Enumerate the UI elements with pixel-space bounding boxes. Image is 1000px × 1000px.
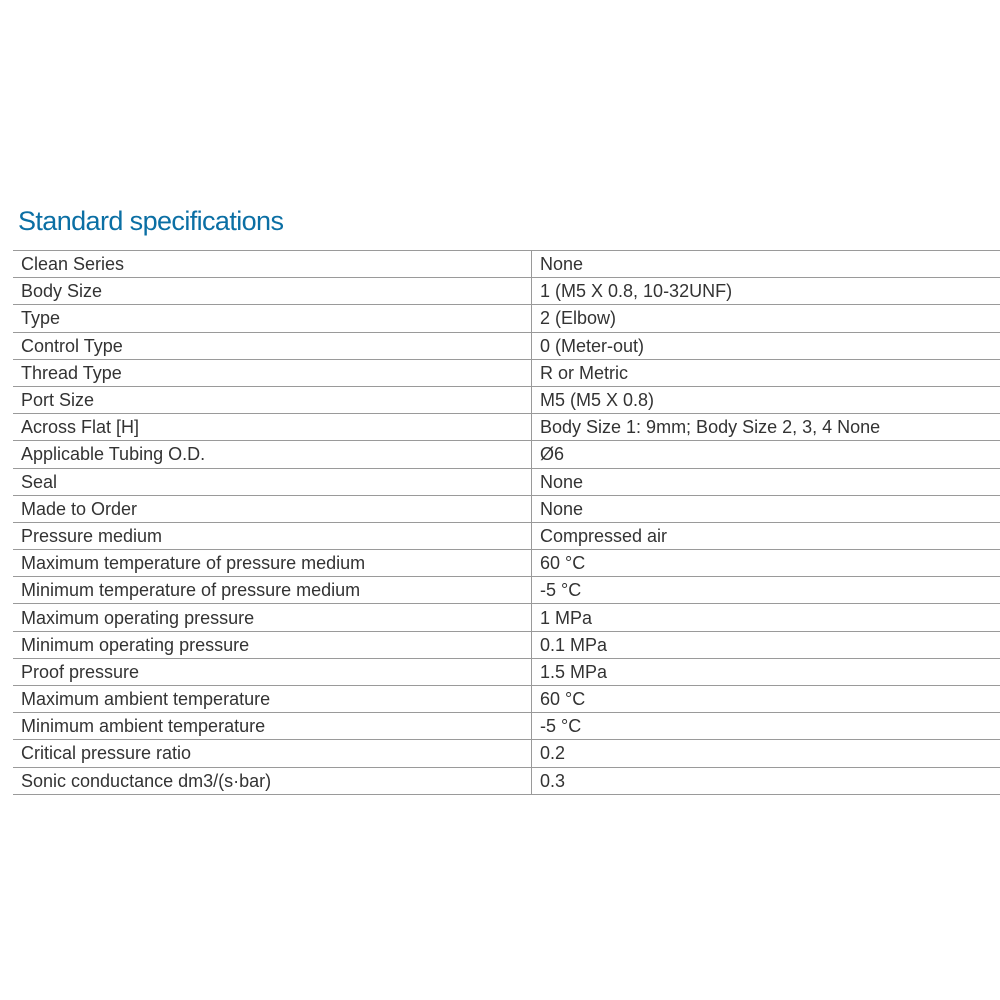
spec-value: 1 MPa	[532, 604, 1000, 631]
spec-name: Minimum temperature of pressure medium	[13, 577, 532, 604]
table-row	[13, 332, 1000, 359]
spec-name: Control Type	[13, 332, 532, 359]
spec-name: Port Size	[13, 386, 532, 413]
spec-value: M5 (M5 X 0.8)	[532, 386, 1000, 413]
table-row	[13, 251, 1000, 278]
spec-name: Thread Type	[13, 359, 532, 386]
spec-name: Type	[13, 305, 532, 332]
table-row	[13, 686, 1000, 713]
table-row	[13, 468, 1000, 495]
table-row	[13, 658, 1000, 685]
spec-table-body	[13, 251, 1000, 795]
spec-name: Sonic conductance dm3/(s·bar)	[13, 767, 532, 794]
table-row	[13, 278, 1000, 305]
spec-name: Maximum ambient temperature	[13, 686, 532, 713]
spec-value: Ø6	[532, 441, 1000, 468]
spec-name: Proof pressure	[13, 658, 532, 685]
spec-name: Maximum operating pressure	[13, 604, 532, 631]
spec-value: 1.5 MPa	[532, 658, 1000, 685]
spec-name: Clean Series	[13, 251, 532, 278]
spec-value: None	[532, 251, 1000, 278]
table-row	[13, 604, 1000, 631]
spec-value: Body Size 1: 9mm; Body Size 2, 3, 4 None	[532, 414, 1000, 441]
spec-value: 2 (Elbow)	[532, 305, 1000, 332]
spec-name: Applicable Tubing O.D.	[13, 441, 532, 468]
spec-value: Compressed air	[532, 522, 1000, 549]
spec-value: 1 (M5 X 0.8, 10-32UNF)	[532, 278, 1000, 305]
table-row	[13, 577, 1000, 604]
table-row	[13, 495, 1000, 522]
table-row	[13, 631, 1000, 658]
spec-name: Pressure medium	[13, 522, 532, 549]
spec-value: 0.2	[532, 740, 1000, 767]
spec-name: Maximum temperature of pressure medium	[13, 550, 532, 577]
spec-value: R or Metric	[532, 359, 1000, 386]
spec-value: 60 °C	[532, 550, 1000, 577]
spec-name: Body Size	[13, 278, 532, 305]
table-row	[13, 713, 1000, 740]
table-row	[13, 414, 1000, 441]
spec-name: Seal	[13, 468, 532, 495]
spec-name: Made to Order	[13, 495, 532, 522]
spec-value: -5 °C	[532, 713, 1000, 740]
spec-value: 0.3	[532, 767, 1000, 794]
spec-name: Minimum operating pressure	[13, 631, 532, 658]
table-row	[13, 767, 1000, 794]
table-row	[13, 386, 1000, 413]
spec-value: None	[532, 468, 1000, 495]
spec-table	[13, 250, 1000, 795]
table-row	[13, 359, 1000, 386]
spec-name: Critical pressure ratio	[13, 740, 532, 767]
page-title: Standard specifications	[18, 206, 284, 236]
spec-value: 0 (Meter-out)	[532, 332, 1000, 359]
table-row	[13, 441, 1000, 468]
table-row	[13, 550, 1000, 577]
spec-name: Across Flat [H]	[13, 414, 532, 441]
spec-value: -5 °C	[532, 577, 1000, 604]
spec-value: 60 °C	[532, 686, 1000, 713]
spec-value: None	[532, 495, 1000, 522]
table-row	[13, 740, 1000, 767]
spec-value: 0.1 MPa	[532, 631, 1000, 658]
table-row	[13, 522, 1000, 549]
table-row	[13, 305, 1000, 332]
spec-name: Minimum ambient temperature	[13, 713, 532, 740]
